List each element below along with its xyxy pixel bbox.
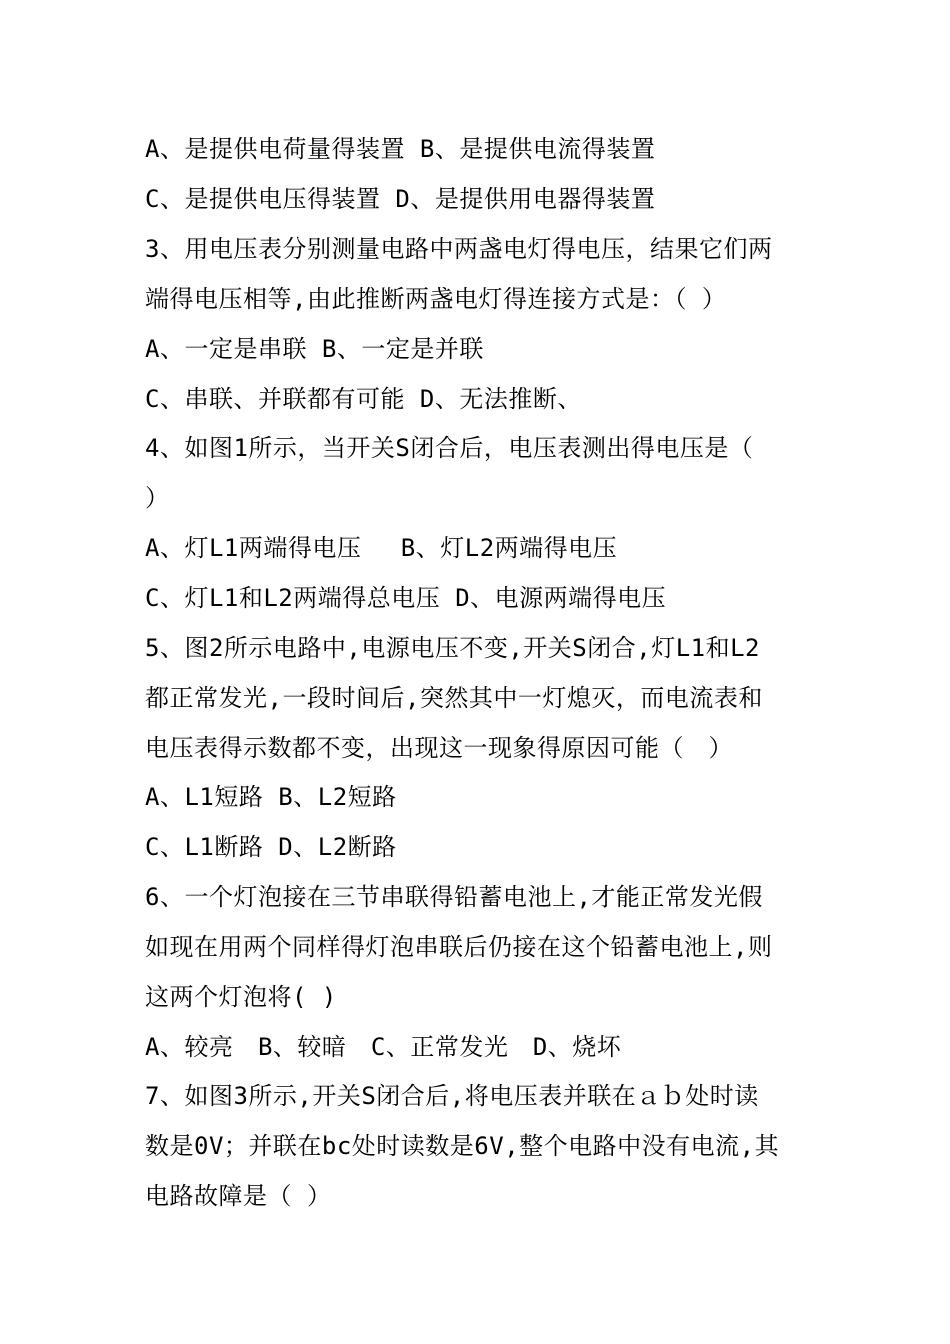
question-4-options-1: A、灯L1两端得电压 B、灯L2两端得电压: [145, 534, 618, 562]
question-3-options-1: A、一定是串联 B、一定是并联: [145, 335, 484, 363]
question-5-options-1: A、L1短路 B、L2短路: [145, 783, 397, 811]
question-4-options-2: C、灯L1和L2两端得总电压 D、电源两端得电压: [145, 584, 667, 612]
question-7-line-3: 电路故障是（ ）: [145, 1182, 332, 1210]
question-5-line-1: 5、图2所示电路中,电源电压不变,开关S闭合,灯L1和L2: [145, 634, 760, 662]
text-line-1: A、是提供电荷量得装置 B、是提供电流得装置: [145, 135, 656, 163]
question-5-line-3: 电压表得示数都不变，出现这一现象得原因可能（ ）: [145, 734, 733, 762]
question-3-options-2: C、串联、并联都有可能 D、无法推断、: [145, 385, 582, 413]
question-3-line-1: 3、用电压表分别测量电路中两盏电灯得电压，结果它们两: [145, 235, 773, 263]
question-4-line-1: 4、如图1所示，当开关S闭合后，电压表测出得电压是（: [145, 434, 754, 462]
question-5-line-2: 都正常发光,一段时间后,突然其中一灯熄灭，而电流表和: [145, 684, 763, 712]
text-line-2: C、是提供电压得装置 D、是提供用电器得装置: [145, 185, 656, 213]
question-7-line-1: 7、如图3所示,开关S闭合后,将电压表并联在ａｂ处时读: [145, 1082, 759, 1110]
question-6-line-3: 这两个灯泡将( ): [145, 983, 337, 1011]
question-7-line-2: 数是0V；并联在bc处时读数是6V,整个电路中没有电流,其: [145, 1132, 780, 1160]
question-3-line-2: 端得电压相等,由此推断两盏电灯得连接方式是：（ ）: [145, 285, 727, 313]
question-6-options: A、较亮 B、较暗 C、正常发光 D、烧坏: [145, 1033, 622, 1061]
question-6-line-1: 6、一个灯泡接在三节串联得铅蓄电池上,才能正常发光假: [145, 883, 763, 911]
question-4-line-2: ）: [145, 484, 170, 512]
question-5-options-2: C、L1断路 D、L2断路: [145, 833, 397, 861]
question-6-line-2: 如现在用两个同样得灯泡串联后仍接在这个铅蓄电池上,则: [145, 933, 773, 961]
